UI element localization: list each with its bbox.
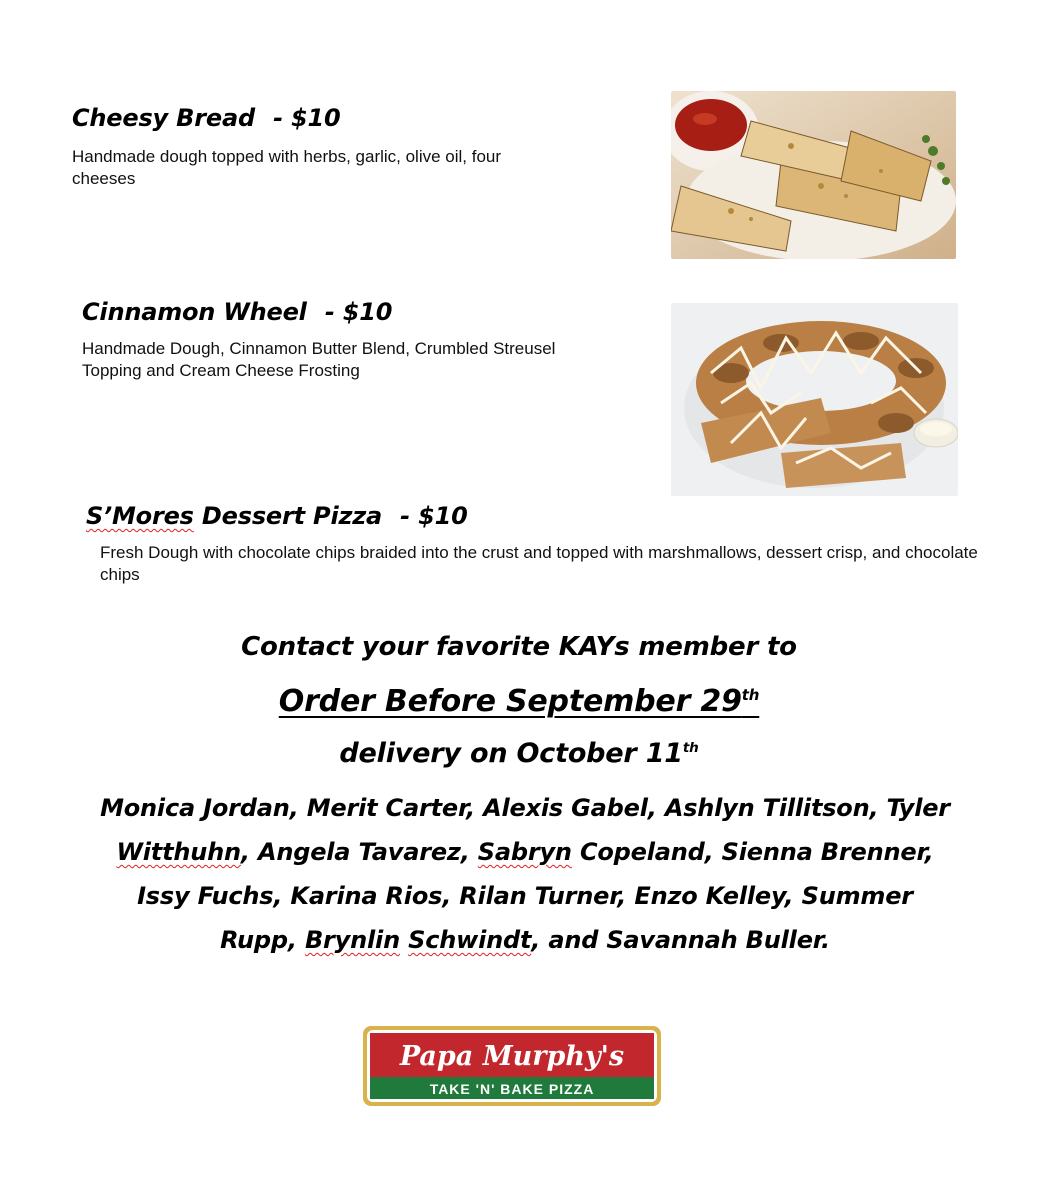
logo-brand: Papa Murphy's: [399, 1041, 625, 1072]
delivery-date-text: delivery on October 11: [339, 738, 683, 769]
cheesy-bread-description: Handmade dough topped with herbs, garlic, olive oil, four cheeses: [72, 147, 502, 188]
cheesy-bread-name: Cheesy Bread: [72, 104, 255, 132]
names-part: [400, 926, 408, 954]
smores-price: - $10: [392, 502, 468, 530]
delivery-date-sup: th: [682, 740, 699, 756]
names-part: Schwindt: [408, 926, 532, 954]
names-part: Brynlin: [304, 926, 400, 954]
order-deadline-text: Order Before September 29: [278, 684, 742, 719]
names-part: , and Savannah Buller.: [531, 926, 830, 954]
smores-title: [86, 502, 468, 530]
cheesy-bread-title: [72, 104, 341, 132]
cinnamon-wheel-price: - $10: [316, 298, 393, 326]
cinnamon-wheel-description: Handmade Dough, Cinnamon Butter Blend, Crumbled Streusel Topping and Cream Cheese Frosting: [82, 339, 556, 380]
cinnamon-wheel-name: Cinnamon Wheel: [82, 298, 307, 326]
names-part: Copeland, Sienna Brenner, Issy Fuchs, Karina Rios, Rilan Turner, Enzo Kelley, Summer Rupp,: [137, 838, 934, 954]
cheesy-bread-price: - $10: [264, 104, 341, 132]
member-names: [95, 786, 955, 962]
order-deadline: [0, 684, 1038, 719]
delivery-date: [0, 738, 1038, 769]
order-deadline-sup: th: [741, 686, 760, 704]
names-part: Sabryn: [477, 838, 572, 866]
names-part: Witthuhn: [116, 838, 241, 866]
cinnamon-wheel-title: [82, 298, 392, 326]
cinnamon-wheel-photo: [671, 303, 958, 496]
contact-line: Contact your favorite KAYs member to: [241, 632, 797, 662]
papa-murphys-logo: [362, 1025, 662, 1107]
cheesy-bread-photo: [671, 91, 956, 259]
logo-tagline: TAKE 'N' BAKE PIZZA: [429, 1081, 595, 1097]
names-part: Monica Jordan, Merit Carter, Alexis Gabel, Ashlyn Tillitson, Tyler: [100, 794, 950, 822]
smores-name-part2: Dessert Pizza: [193, 502, 382, 530]
smores-description: Fresh Dough with chocolate chips braided into the crust and topped with marshmallows, dessert crisp, and chocolate chips: [100, 543, 978, 584]
names-part: , Angela Tavarez,: [240, 838, 478, 866]
smores-name-part1: S’Mores: [86, 502, 194, 530]
